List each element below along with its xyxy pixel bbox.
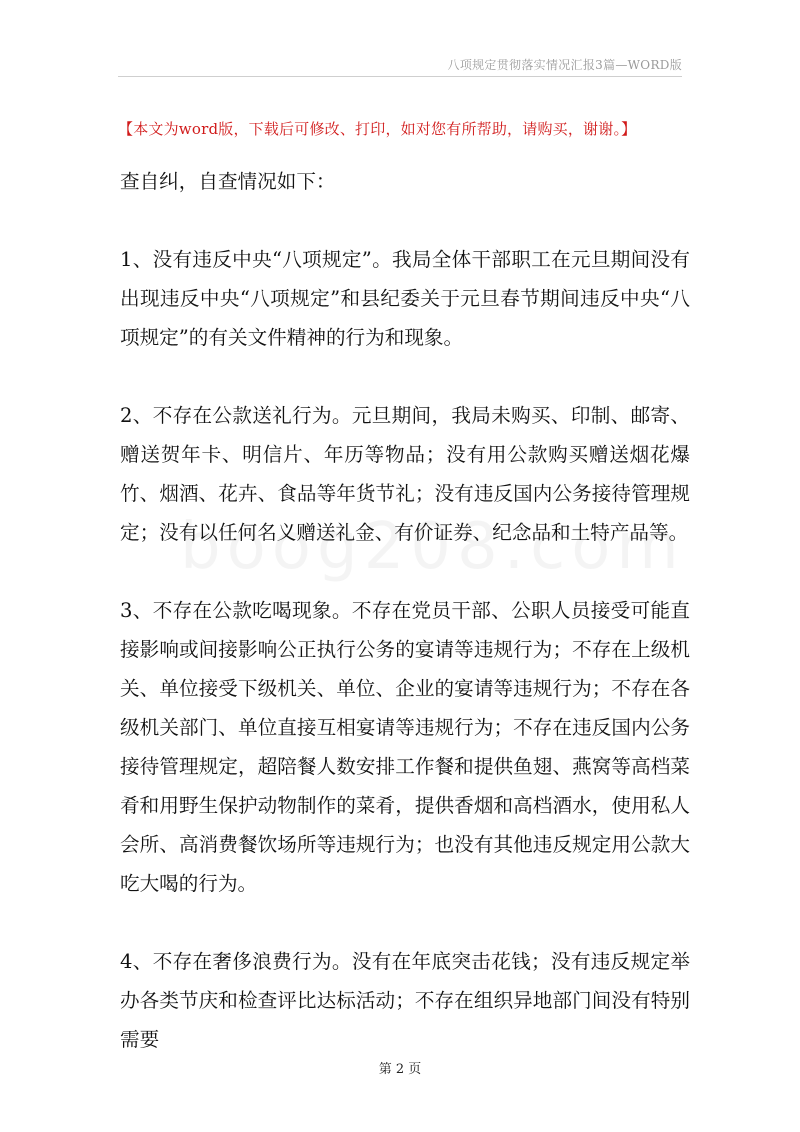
download-notice: 【本文为word版，下载后可修改、打印，如对您有所帮助，请购买，谢谢。】 <box>118 120 637 138</box>
paragraph-item-3: 3、不存在公款吃喝现象。不存在党员干部、公职人员接受可能直接影响或间接影响公正执行公务的宴请等违规行为；不存在上级机关、单位接受下级机关、单位、企业的宴请等违规行为；不存在各级机关部门、单位直接互相宴请等违规行为；不存在违反国内公务接待管理规定，超陪餐人数安排工作餐和提供鱼翅、燕窝等高档菜肴和用野生保护动物制作的菜肴，提供香烟和高档酒水，使用私人会所、高消费餐饮场所等违规行为；也没有其他违反规定用公款大吃大喝的行为。 <box>120 599 690 895</box>
paragraph-intro: 查自纠，自查情况如下： <box>120 170 336 193</box>
document-body <box>120 162 690 1059</box>
paragraph-item-2: 2、不存在公款送礼行为。元旦期间，我局未购买、印制、邮寄、赠送贺年卡、明信片、年历等物品；没有用公款购买赠送烟花爆竹、烟酒、花卉、食品等年货节礼；没有违反国内公务接待管理规定；没有以任何名义赠送礼金、有价证券、纪念品和土特产品等。 <box>120 404 690 544</box>
page-number: 第 2 页 <box>378 1062 422 1077</box>
paragraph-item-1: 1、没有违反中央“八项规定”。我局全体干部职工在元旦期间没有出现违反中央“八项规定”和县纪委关于元旦春节期间违反中央“八项规定”的有关文件精神的行为和现象。 <box>120 248 690 349</box>
header-divider <box>118 76 682 77</box>
paragraph-item-4: 4、不存在奢侈浪费行为。没有在年底突击花钱；没有违反规定举办各类节庆和检查评比达标活动；不存在组织异地部门间没有特别需要 <box>120 950 690 1051</box>
page-header-title: 八项规定贯彻落实情况汇报3篇—WORD版 <box>447 58 682 72</box>
